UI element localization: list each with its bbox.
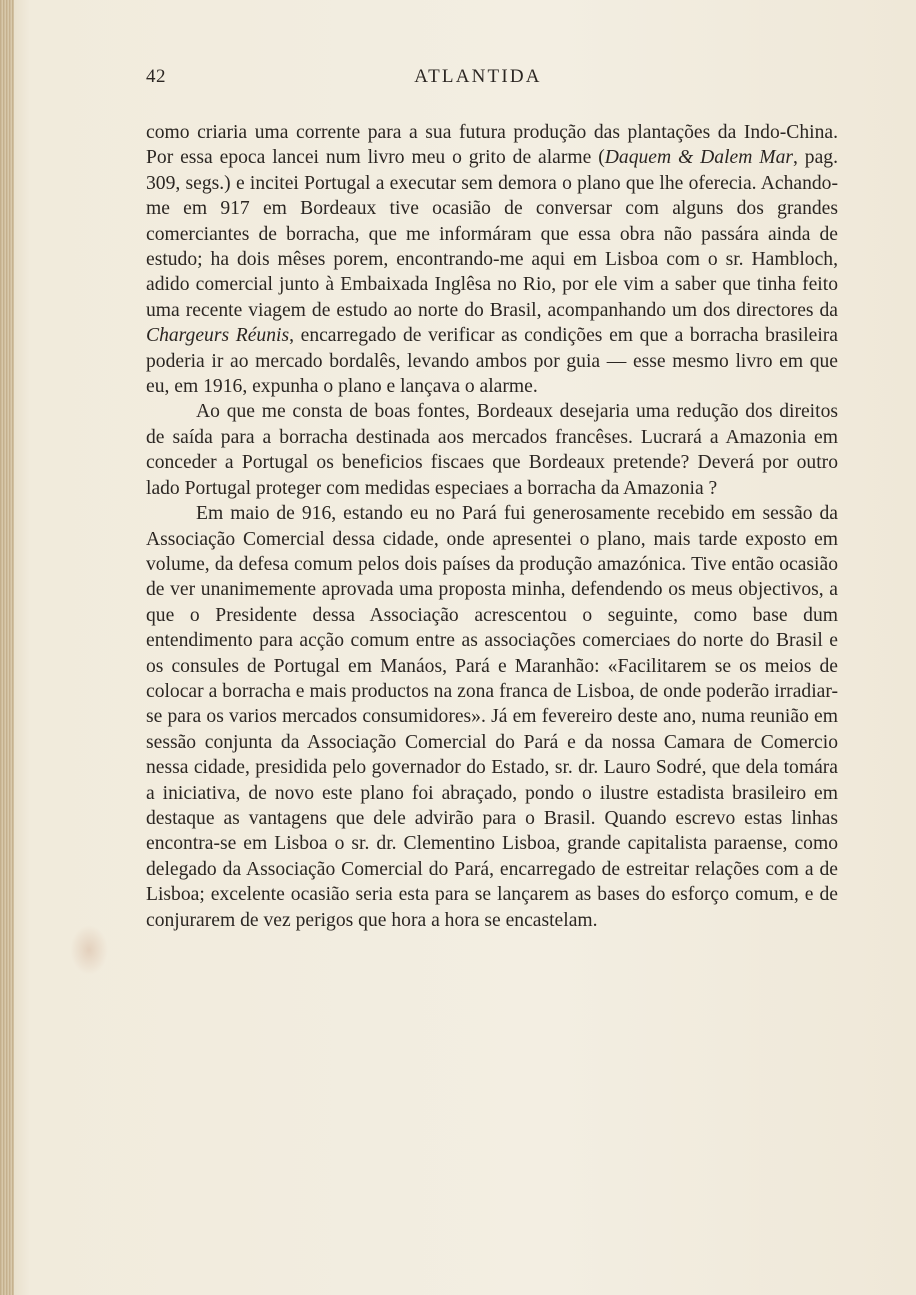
body-text — [146, 120, 838, 933]
book-title-italic: Daquem & Dalem Mar — [604, 147, 794, 169]
paragraph — [146, 399, 838, 501]
text-run: Ao que me consta de boas fontes, Bordeaux desejaria uma redução dos direitos de saída para a borracha destinada aos mercados francêses. Lucrará a Amazonia em conceder a Portugal os beneficios fiscaes que Bordeaux pretende? Deverá por outro lado Portugal proteger com medidas especiaes a borracha da Amazonia ? — [146, 401, 838, 499]
paragraph — [146, 501, 838, 933]
text-run: , pag. 309, segs.) e incitei Portugal a executar sem demora o plano que lhe oferecia. Achando-me em 917 em Bordeaux tive ocasião de conversar com alguns dos grandes comerciantes de borracha, que me informáram que essa obra não passára ainda de estudo; ha dois mêses porem, encontrando-me aqui em Lisboa com o sr. Hambloch, adido comercial junto à Embaixada Inglêsa no Rio, por ele vim a saber que tinha feito uma recente viagem de estudo ao norte do Brasil, acompanhando um dos directores da — [146, 147, 838, 321]
page-binding-edge — [0, 0, 14, 1295]
text-run: Em maio de 916, estando eu no Pará fui generosamente recebido em sessão da Associação Comercial dessa cidade, onde apresentei o plano, mais tarde exposto em volume, da defesa comum pelos dois países da produção amazónica. Tive então ocasião de ver unanimemente aprovada uma proposta minha, defendendo os meus objectivos, a que o Presidente dessa Associação acrescentou o seguinte, como base dum entendimento para acção comum entre as associações comerciaes do norte do Brasil e os consules de Portugal em Manáos, Pará e Maranhão: «Facilitarem se os meios de colocar a borracha e mais productos na zona franca de Lisboa, de onde poderão irradiar-se para os varios mercados consumidores». Já em fevereiro deste ano, numa reunião em sessão conjunta da Associação Comercial do Pará e da nossa Camara de Comercio nessa cidade, presidida pelo governador do Estado, sr. dr. Lauro Sodré, que dela tomára a iniciativa, de novo este plano foi abraçado, pondo o ilustre estadista brasileiro em destaque as vantagens que dele advirão para o Brasil. Quando escrevo estas linhas encontra-se em Lisboa o sr. dr. Clementino Lisboa, grande capitalista paraense, como delegado da Associação Comercial do Pará, encarregado de estreitar relações com a de Lisboa; excelente ocasião seria esta para se lançarem as bases do esforço comum, e de conjurarem de vez perigos que hora a hora se encastelam. — [146, 503, 838, 931]
paragraph — [146, 120, 838, 399]
page-number: 42 — [146, 66, 166, 87]
company-name-italic: Chargeurs Réunis — [146, 325, 290, 347]
paper-stain — [70, 925, 108, 975]
text-run: , encarregado de verificar as condições em que a borracha brasileira poderia ir ao mercado bordalês, levando ambos por guia — esse mesmo livro em que eu, em 1916, expunha o plano e lançava o alarme. — [146, 325, 838, 398]
running-title: ATLANTIDA — [414, 66, 542, 87]
text-run: como criaria uma corrente para a sua futura produção das plantações da Indo-China. Por essa epoca lancei num livro meu o grito de alarme ( — [146, 122, 838, 169]
